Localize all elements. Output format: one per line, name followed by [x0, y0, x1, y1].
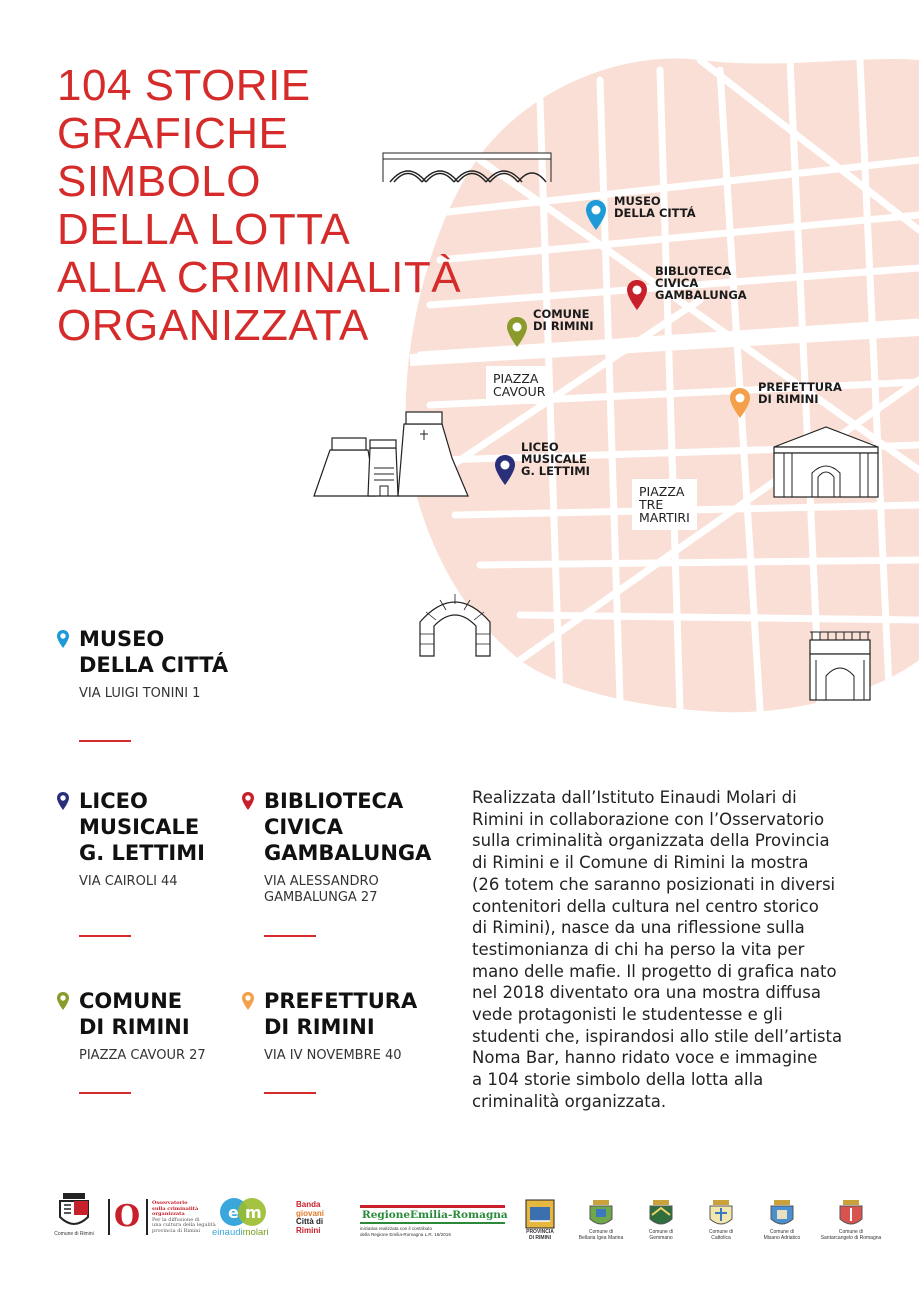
logo-line: DI RIMINI: [529, 1235, 551, 1241]
venue-name: [79, 626, 228, 678]
logo-line: Comune di: [838, 1229, 864, 1235]
logo-part: einaudi: [212, 1227, 243, 1238]
title-line: DELLA LOTTA: [57, 205, 351, 254]
description-line: mano delle mafie. Il progetto di grafica nato: [472, 961, 837, 981]
logo-line: Bellaria Igea Marina: [578, 1235, 624, 1241]
venue-name-line: G. LETTIMI: [79, 841, 205, 865]
logo-banda-giovani: [296, 1201, 336, 1235]
venue-address: [79, 1048, 206, 1064]
venue-name: [264, 788, 431, 866]
venue-address-line: VIA IV NOVEMBRE 40: [264, 1048, 402, 1063]
venue-liceo: [79, 788, 205, 890]
logo-line: Per la diffusione di: [152, 1216, 200, 1223]
logo-einaudi-text: [212, 1227, 282, 1238]
map-label-piazza-cavour: [486, 366, 552, 404]
piazza-line: PIAZZA: [493, 371, 539, 386]
title-line: GRAFICHE: [57, 109, 289, 158]
logo-osservatorio-text: [152, 1201, 216, 1234]
einaudi-molari-icon: [212, 1197, 274, 1227]
svg-text:m: m: [245, 1203, 262, 1222]
description-line: di Rimini), nasce da una riflessione sulla: [472, 918, 805, 938]
venue-name-line: PREFETTURA: [264, 989, 418, 1013]
description-paragraph: [472, 787, 872, 1113]
logo-line: PROVINCIA: [526, 1229, 554, 1235]
logo-line: iniziativa realizzata con il contributo: [360, 1226, 433, 1231]
map-label-line: DI RIMINI: [758, 392, 819, 406]
logo-line: una cultura della legalità: [152, 1222, 216, 1228]
logo-osservatorio: [108, 1199, 216, 1239]
logo-line: Misano Adriatico: [763, 1235, 801, 1241]
venue-name: [79, 788, 205, 866]
map-label-line: DI RIMINI: [533, 319, 594, 333]
logo-comune-misano: [756, 1199, 808, 1241]
logo-line: sulla criminalità: [152, 1205, 199, 1212]
map-pin-museo: [586, 200, 606, 230]
logo-comune-text: [696, 1229, 746, 1241]
description-line: criminalità organizzata.: [472, 1091, 667, 1111]
logo-caption: Comune di Rimini: [54, 1231, 94, 1237]
logo-line: Banda: [296, 1200, 321, 1209]
title-line: ORGANIZZATA: [57, 301, 369, 350]
logo-line: organizzata: [152, 1211, 185, 1217]
logo-provincia-text: [520, 1229, 560, 1241]
description-line: contenitori della cultura nel centro storico: [472, 896, 819, 916]
venue-name-line: DI RIMINI: [79, 1015, 190, 1039]
venue-name-line: MUSICALE: [79, 815, 200, 839]
arch-icon: [416, 590, 494, 658]
coat-of-arms-icon: [648, 1199, 674, 1229]
coat-of-arms-icon: [588, 1199, 614, 1229]
description-line: a 104 storie simbolo della lotta alla: [472, 1070, 764, 1090]
venue-address: [264, 1048, 417, 1064]
map-pin-biblioteca: [627, 280, 647, 310]
map-label-line: PREFETTURA: [758, 380, 842, 394]
logo-comune-gemmano: [636, 1199, 686, 1241]
temple-icon: [770, 425, 882, 500]
description-line: di Rimini e il Comune di Rimini la mostra: [472, 853, 809, 873]
venue-address: [79, 686, 228, 702]
map-pin-comune: [507, 317, 527, 347]
map-label-liceo: [521, 441, 590, 477]
logo-line: provincia di Rimini: [152, 1227, 201, 1234]
logo-line: Osservatorio: [152, 1200, 188, 1206]
logo-comune-text: [820, 1229, 882, 1241]
venue-name-line: MUSEO: [79, 627, 165, 651]
description-line: Realizzata dall’Istituto Einaudi Molari di: [472, 788, 797, 807]
logo-einaudi-molari: [212, 1197, 282, 1238]
divider: [79, 935, 131, 937]
venue-name-line: CIVICA: [264, 815, 343, 839]
venue-name-line: DI RIMINI: [264, 1015, 375, 1039]
map-pin-liceo: [495, 455, 515, 485]
venue-name-line: LICEO: [79, 789, 148, 813]
map-label-line: BIBLIOTECA: [655, 264, 732, 278]
page-title: [57, 62, 461, 350]
coat-of-arms-icon: [838, 1199, 864, 1229]
description-line: (26 totem che saranno posizionati in diversi: [472, 874, 836, 894]
title-line: 104 STORIE: [57, 61, 311, 110]
logo-comune-text: [576, 1229, 626, 1241]
map-label-line: MUSEO: [614, 194, 661, 208]
divider: [79, 740, 131, 742]
map-label-biblioteca: [655, 265, 747, 301]
title-line: SIMBOLO: [57, 157, 261, 206]
logo-comune-bellaria: [576, 1199, 626, 1241]
logo-line: Città di: [296, 1217, 324, 1226]
venue-name-line: BIBLIOTECA: [264, 789, 404, 813]
pin-icon: [241, 792, 255, 810]
logo-part: molari: [242, 1227, 269, 1238]
map-label-line: G. LETTIMI: [521, 464, 590, 478]
title-line: ALLA CRIMINALITÀ: [57, 253, 462, 302]
logo-line: giovani: [296, 1208, 325, 1218]
logo-comune-text: [756, 1229, 808, 1241]
logo-comune-cattolica: [696, 1199, 746, 1241]
venue-comune: [79, 988, 206, 1064]
venue-name: [79, 988, 206, 1040]
piazza-line: PIAZZA: [639, 484, 685, 499]
venue-address: [264, 874, 431, 906]
logo-line: Comune di: [708, 1229, 734, 1235]
description-line: nel 2018 diventato ora una mostra diffusa: [472, 983, 821, 1003]
venue-name: [264, 988, 417, 1040]
logo-regione-sub: [360, 1226, 505, 1237]
map-label-line: CIVICA: [655, 276, 699, 290]
description-line: Rimini in collaborazione con l’Osservatorio: [472, 809, 825, 829]
pin-icon: [56, 792, 70, 810]
map-label-line: LICEO: [521, 440, 559, 454]
venue-address-line: GAMBALUNGA 27: [264, 890, 378, 905]
venue-address-line: PIAZZA CAVOUR 27: [79, 1048, 206, 1063]
map-label-line: MUSICALE: [521, 452, 587, 466]
coat-of-arms-icon: [708, 1199, 734, 1229]
venue-name-line: GAMBALUNGA: [264, 841, 432, 865]
description-line: studenti che, ispirandosi allo stile dell’artista: [472, 1026, 843, 1046]
description-line: vede protagonisti le studentesse e gli: [472, 1005, 783, 1025]
map-label-line: GAMBALUNGA: [655, 288, 747, 302]
logo-provincia-rimini: [520, 1199, 560, 1241]
description-line: Noma Bar, hanno ridato voce e immagine: [472, 1048, 818, 1068]
venue-address-line: VIA LUIGI TONINI 1: [79, 686, 201, 701]
map-label-prefettura: [758, 381, 842, 405]
pin-icon: [56, 992, 70, 1010]
piazza-line: MARTIRI: [639, 510, 690, 525]
venue-address-line: VIA CAIROLI 44: [79, 874, 178, 889]
logo-comune-text: [636, 1229, 686, 1241]
coat-of-arms-icon: [769, 1199, 795, 1229]
description-line: testimonianza di chi ha perso la vita per: [472, 939, 805, 959]
logo-line: Cattolica: [711, 1235, 731, 1241]
logo-line: Santarcangelo di Romagna: [820, 1235, 882, 1241]
map-label-line: DELLA CITTÁ: [614, 206, 696, 220]
logo-line: Comune di: [769, 1229, 795, 1235]
logo-line: Gemmano: [649, 1235, 673, 1241]
pin-icon: [241, 992, 255, 1010]
logo-regione-name: RegioneEmilia-Romagna: [362, 1209, 508, 1221]
provincia-crest-icon: [525, 1199, 555, 1229]
svg-text:e: e: [228, 1203, 239, 1222]
logo-regione-emilia-romagna: [360, 1205, 508, 1237]
pin-icon: [56, 630, 70, 648]
logo-line: Rimini: [296, 1225, 321, 1235]
venue-address-line: VIA ALESSANDRO: [264, 874, 379, 889]
divider: [264, 1092, 316, 1094]
sponsor-logos: [40, 1185, 890, 1255]
divider: [79, 1092, 131, 1094]
venue-name-line: DELLA CITTÁ: [79, 653, 229, 677]
logo-comune-santarcangelo: [820, 1199, 882, 1241]
gate-icon: [808, 630, 872, 702]
venue-name-line: COMUNE: [79, 989, 183, 1013]
venue-address: [79, 874, 205, 890]
description-line: sulla criminalità organizzata della Provincia: [472, 831, 830, 851]
venue-biblioteca: [264, 788, 431, 906]
logo-comune-rimini: [44, 1191, 104, 1237]
map-label-museo: [614, 195, 696, 219]
map-label-piazza-tre-martiri: [632, 479, 697, 530]
piazza-line: TRE: [639, 497, 664, 512]
map-label-comune: [533, 308, 594, 332]
logo-line: Comune di: [648, 1229, 674, 1235]
piazza-line: CAVOUR: [493, 384, 546, 399]
divider: [264, 935, 316, 937]
logo-line: Comune di: [588, 1229, 614, 1235]
logo-line: della Regione Emilia-Romagna L.R. 18/2016: [360, 1231, 451, 1237]
map-label-line: COMUNE: [533, 307, 590, 321]
logo-o-letter: O: [114, 1199, 141, 1234]
coat-of-arms-icon: [57, 1191, 91, 1231]
venue-prefettura: [264, 988, 417, 1064]
castle-icon: [312, 408, 472, 498]
map-pin-prefettura: [730, 388, 750, 418]
venue-museo: [79, 626, 228, 702]
